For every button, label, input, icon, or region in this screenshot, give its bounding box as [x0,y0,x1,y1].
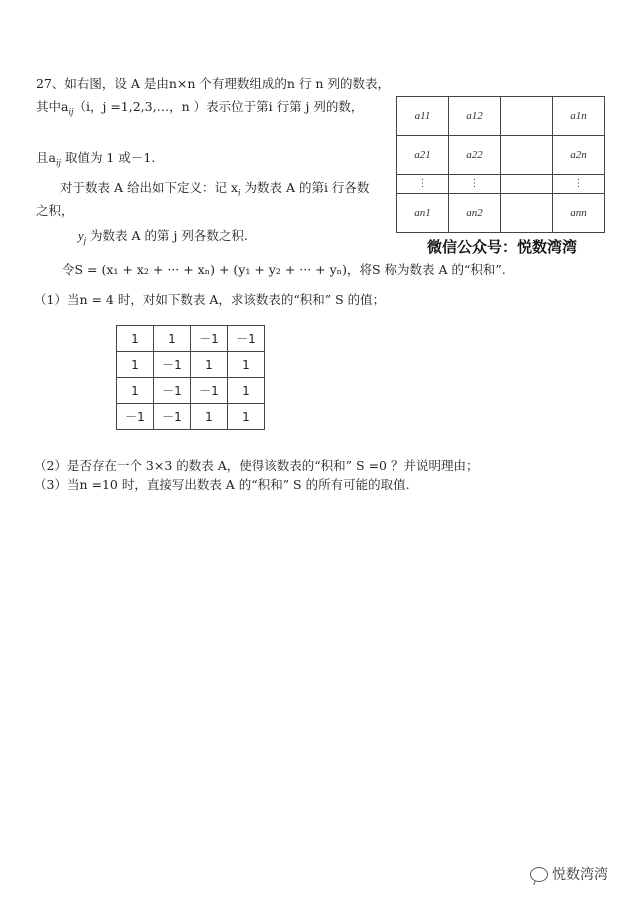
matrix-cell: ⋮ [553,175,605,194]
example-cell: 1 [191,352,228,378]
matrix-cell: a22 [449,136,501,175]
problem-line-5: 之积， [36,203,74,218]
example-cell: －1 [228,326,265,352]
example-cell: 1 [228,352,265,378]
example-cell: 1 [117,378,154,404]
example-cell: －1 [117,404,154,430]
problem-line-2 [36,99,363,120]
problem-line-3-start: 且a [36,150,56,165]
wechat-watermark: 微信公众号：悦数湾湾 [427,238,578,256]
example-cell: －1 [154,378,191,404]
matrix-cell: ⋮ [449,175,501,194]
problem-line-2-sub: ij [68,106,74,117]
example-matrix-table [116,325,265,430]
problem-line-2-rest: （i，j =1,2,3,…，n ）表示位于第i 行第 j 列的数， [73,99,364,114]
problem-line-2-start: 其中a [36,99,69,114]
problem-line-4-sub: i [238,187,241,198]
matrix-cell [501,194,553,233]
problem-line-7: 令S = (x₁ + x₂ + ··· + xₙ) + (y₁ + y₂ + ··· + yₙ)，将S 称为数表 A 的“积和”. [62,262,506,277]
problem-line-6 [78,228,248,249]
example-cell: －1 [154,352,191,378]
question-1: （1）当n = 4 时，对如下数表 A，求该数表的“积和” S 的值； [34,292,386,307]
problem-line-1: 27、如右图，设 A 是由n×n 个有理数组成的n 行 n 列的数表， [36,76,390,91]
matrix-cell [501,97,553,136]
matrix-cell [501,175,553,194]
footer-brand [530,864,608,884]
wechat-icon [530,867,548,882]
matrix-cell [501,136,553,175]
matrix-cell: a11 [397,97,449,136]
example-cell: 1 [191,404,228,430]
matrix-cell: ⋮ [397,175,449,194]
example-cell: 1 [228,404,265,430]
problem-line-4-start: 对于数表 A 给出如下定义：记 x [60,180,238,195]
matrix-cell: an2 [449,194,501,233]
matrix-cell: a1n [553,97,605,136]
problem-line-3-rest: 取值为 1 或－1. [60,150,156,165]
problem-line-4-rest: 为数表 A 的第i 行各数 [240,180,370,195]
matrix-cell: a12 [449,97,501,136]
problem-line-6-rest: 为数表 A 的第 j 列各数之积. [86,228,248,243]
example-cell: 1 [154,326,191,352]
footer-brand-label: 悦数湾湾 [552,867,608,883]
example-cell: 1 [117,352,154,378]
question-3: （3）当n =10 时，直接写出数表 A 的“积和” S 的所有可能的取值. [34,477,410,492]
problem-line-3-sub: ij [55,157,61,168]
matrix-cell: ann [553,194,605,233]
matrix-cell: a21 [397,136,449,175]
matrix-cell: a2n [553,136,605,175]
example-cell: －1 [191,378,228,404]
problem-line-6-sub: j [83,235,87,246]
example-cell: 1 [117,326,154,352]
question-2: （2）是否存在一个 3×3 的数表 A，使得该数表的“积和” S =0 ？并说明理由； [34,458,479,473]
problem-line-4 [60,180,369,201]
example-cell: 1 [228,378,265,404]
matrix-cell: an1 [397,194,449,233]
example-cell: －1 [154,404,191,430]
problem-line-3 [36,150,155,171]
general-matrix-table [396,96,605,233]
problem-line-6-start: y [78,229,84,243]
example-cell: －1 [191,326,228,352]
